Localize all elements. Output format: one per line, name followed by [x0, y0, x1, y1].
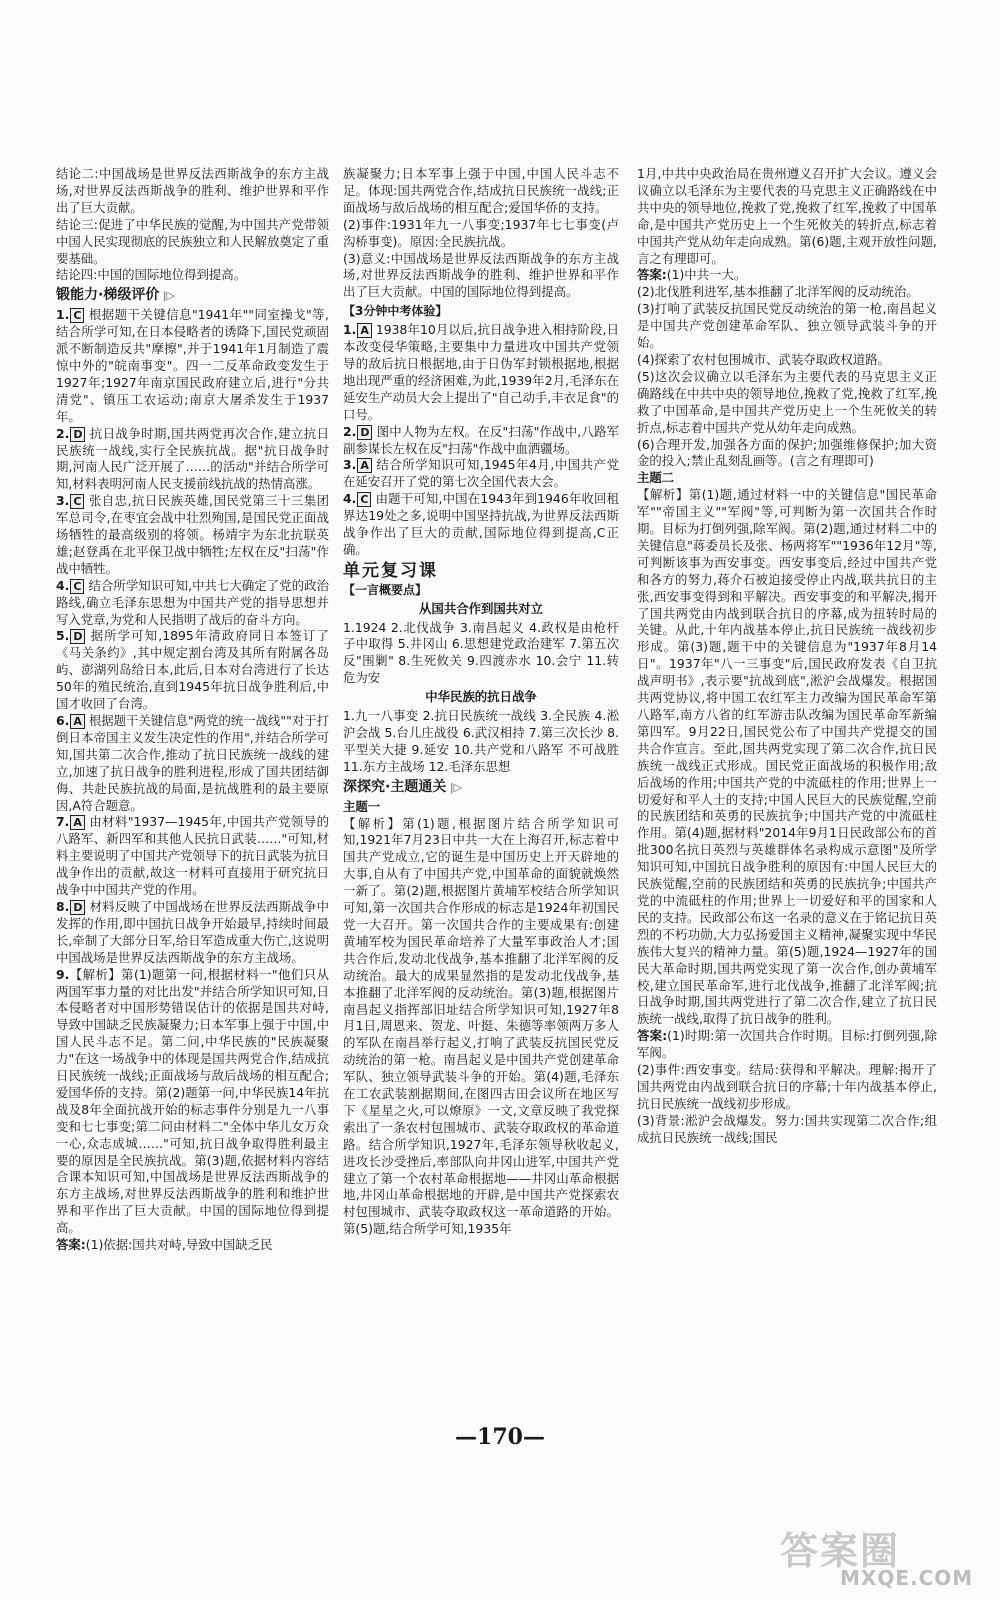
paragraph: (3)意义:中国战场是世界反法西斯战争的东方主战场,对世界反法西斯战争的胜利、维护世界和平作出了巨大贡献。中国的国际地位得到提高。 — [343, 250, 619, 300]
question-explanation: 根据题干关键信息"1941年""同室操戈"等,结合所学可知,在日本侵略者的诱降下,国民党顽固派不断制造反共"摩擦",并于1941年1月制造了震惊中外的"皖南事变"。四一二反革命政变发生于1927年;1927年南京国民政府建立后,进行"分共清党"、镇压工农运动;南京大屠杀发生于1937年。 — [56, 307, 329, 424]
question-number: 4. — [56, 577, 70, 593]
section-heading-text: 锻能力·梯级评价 — [56, 287, 160, 304]
question-item — [56, 899, 329, 967]
answer-line — [637, 267, 937, 284]
theme-title: 主题二 — [637, 470, 675, 486]
question-number: 7. — [56, 814, 70, 830]
paragraph: 族凝聚力;日本军事上强于中国,中国人民斗志不足。体现:国共两党合作,结成抗日民族统一战线;正面战场与敌后战场的相互配合;爱国华侨的支持。 — [343, 166, 619, 215]
paragraph: 结论三:促进了中华民族的觉醒,为中国共产党带领中国人民实现彻底的民族独立和人民解放奠定了重要基础。 — [56, 216, 329, 266]
answer-badge: A — [357, 323, 372, 338]
answer-label: 答案: — [637, 1028, 668, 1044]
answer-badge: C — [357, 492, 371, 507]
answer-badge: D — [70, 629, 85, 644]
question-number: 1. — [56, 307, 70, 323]
paragraph: 1.九一八事变 2.抗日民族统一战线 3.全民族 4.淞沪会战 5.台儿庄战役 6.武汉相持 7.第三次长沙 8.平型关大捷 9.延安 10.共产党和八路军 不可战胜 11.东方主战场 12.毛泽东思想 — [343, 708, 619, 774]
paragraph: (4)探索了农村包围城市、武装夺取政权道路。 — [637, 351, 890, 367]
paragraph: (2)北伐胜利进军,基本推翻了北洋军阀的反动统治。 — [637, 284, 919, 300]
question-number: 3. — [343, 457, 357, 473]
watermark-url: MXQE.COM — [840, 1566, 974, 1590]
answer-text: (1)中共一大。 — [666, 267, 747, 283]
watermark-logo-text: 答案圈 — [780, 1529, 901, 1573]
question-explanation: 结合所学知识可知,1945年4月,中国共产党在延安召开了党的第七次全国代表大会。 — [343, 457, 619, 490]
arrow-icon: |▷ — [159, 289, 175, 303]
watermark-logo — [780, 1520, 980, 1592]
question-explanation: 抗日战争时期,国共两党再次合作,建立抗日民族统一战线,实行全民族抗战。据"抗日战争时期,河南人民广泛开展了……的活动"并结合所学可知,材料表明河南人民支援前线抗战的热情高涨。 — [56, 425, 329, 492]
question-item — [56, 493, 329, 578]
paragraph: 【解析】第(1)题,通过材料一中的关键信息"国民革命军""帝国主义""军阀"等,可判断为第一次国共合作时期。目标为打倒列强,除军阀。第(2)题,通过材料二中的关键信息"蒋委员长及张、杨两将军""1936年12月"等,可判断该事为西安事变。西安事变后,经过中国共产党和各方的努力,蒋介石被迫接受停止内战,联共抗日的主张,西安事变得到和平解决。西安事变的和平解决,揭开了国共两党由内战到联合抗日的序幕,成为扭转时局的关键。从此,十年内战基本停止,抗日民族统一战线初步形成。第(3)题,题干中的关键信息为"1937年8月14日"。1937年"八一三事变"后,国民政府发表《自卫抗战声明书》,表示要"抗战到底",淞沪会战爆发。根据国共两党协议,将中国工农红军主力改编为国民革命军第八路军,南方八省的红军游击队改编为国民革命军新编第四军。9月22日,国民党公布了中国共产党提交的国共合作宣言。至此,国共两党实现了第二次合作,抗日民族统一战线正式形成。国民党正面战场的积极作用;敌后战场的作用;中国共产党的中流砥柱的作用;世界上一切爱好和平人士的支持;中国人民巨大的民族觉醒,空前的民族团结和英勇的民族抗争;中国共产党的中流砥柱作用。第(4)题,据材料"2014年9月1日民政部公布的首批300名抗日英烈与英雄群体名录构成示意图"及所学知识可知,中国抗日战争胜利的原因有:中国人民巨大的民族觉醒,空前的民族团结和英勇的民族抗争;中国共产党的中流砥柱的作用;世界上一切爱好和平的国家和人民的支持。民政部公布这一名录的意义在于铭记抗日英烈的不朽功勋,大力弘扬爱国主义精神,凝聚实现中华民族伟大复兴的精神力量。第(5)题,1924—1927年的国民大革命时期,国共两党实现了第一次合作,创办黄埔军校,建立国民革命军,进行北伐战争,推翻了北洋军阀;抗日战争时期,国共两党进行了第二次合作,建立了抗日民族统一战线,取得了抗日战争的胜利。 — [637, 487, 937, 1027]
answer-line — [637, 1028, 937, 1062]
page-number: —170— — [455, 1424, 545, 1450]
answer-badge: C — [70, 579, 84, 594]
paragraph: (5)这次会议确立以毛泽东为主要代表的马克思主义正确路线在中共中央的领导地位,挽救了党,挽救了红军,挽救了中国革命,是中国共产党历史上一个生死攸关的转折点,标志着中国共产党从幼年走向成熟。 — [637, 368, 937, 435]
question-explanation: 【解析】第(1)题第一问,根据材料一"他们只从两国军事力量的对比出发"并结合所学知识可知,日本侵略者对中国形势错误估计的依据是国共对峙,导致中国缺乏民族凝聚力;日本军事上强于中国,中国人民斗志不足。第二问,中华民族的"民族凝聚力"在这一场战争中的体现是国共两党合作,结成抗日民族统一战线;正面战场与敌后战场的相互配合;爱国华侨的支持。第(2)题第一问,中华民族14年抗战及8年全面抗战开始的标志事件分别是九一八事变和七七事变;第二问由材料二"全体中华儿女万众一心,众志成城……"可知,抗日战争取得胜利最主要的原因是全民族抗战。第(3)题,依据材料内容结合课本知识可知,中国战场是世界反法西斯战争的东方主战场,对世界反法西斯战争的胜利和维护世界和平作出了巨大贡献。中国的国际地位得到提高。 — [56, 966, 329, 1236]
section-heading — [56, 287, 329, 305]
bracket-heading: 【一言概要点】 — [343, 582, 428, 597]
paragraph: (6)合理开发,加强各方面的保护;加强维修保护;加大资金的投入;禁止乱刻乱画等。(言之有理即可) — [637, 436, 937, 469]
question-number: 9. — [56, 966, 70, 982]
paragraph: 【解析】第(1)题,根据图片结合所学知识可知,1921年7月23日中共一大在上海召开,标志着中国共产党成立,它的诞生是中国历史上开天辟地的大事,自从有了中国共产党,中国革命的面貌就焕然一新了。第(2)题,根据图片黄埔军校结合所学知识可知,第一次国共合作形成的标志是1924年初国民党一大召开。第一次国共合作的主要成果有:创建黄埔军校为国民革命培养了大量军事政治人才;国共合作后,发动北伐战争,基本推翻了北洋军阀的反动统治。最大的成果显然指的是发动北伐战争,基本推翻了北洋军阀的反动统治。第(3)题,根据图片南昌起义指挥部旧址结合所学知识可知,1927年8月1日,周恩来、贺龙、叶挺、朱德等率领两万多人的军队在南昌举行起义,打响了武装反抗国民党反动统治的第一枪。南昌起义是中国共产党创建革命军队、独立领导武装斗争的开始。第(4)题,毛泽东在工农武装割据期间,在图四古田会议所在地区写下《星星之火,可以燎原》一文,文章反映了我党探索出了一条农村包围城市、武装夺取政权的革命道路。结合所学知识,1927年,毛泽东领导秋收起义,进攻长沙受挫后,率部队向井冈山进军,中国共产党建立了第一个农村革命根据地——井冈山革命根据地,井冈山革命根据地的开辟,是中国共产党探索农村包围城市、武装夺取政权这一革命道路的开始。第(5)题,结合所学可知,1935年 — [343, 815, 619, 1237]
section-heading-text: 深探究·主题通关 — [343, 778, 447, 795]
question-explanation: 据所学可知,1895年清政府同日本签订了《马关条约》,其中规定割台湾及其所有附属各岛屿、澎湖列岛给日本,此后,日本对台湾进行了长达50年的殖民统治,直到1945年抗日战争胜利后,中国才收回了台湾。 — [56, 628, 329, 712]
answer-label: 答案: — [637, 267, 667, 283]
question-number: 5. — [56, 628, 70, 644]
section-heading — [343, 779, 619, 797]
question-item — [56, 628, 329, 713]
answer-badge: A — [70, 714, 85, 729]
bracket-heading: 【3分钟中考体验】 — [343, 304, 448, 319]
arrow-icon: |▷ — [446, 780, 462, 794]
question-explanation: 张自忠,抗日民族英雄,国民党第三十三集团军总司令,在枣宜会战中壮烈殉国,是国民党正面战场牺牲的最高级别的将领。杨靖宇为东北抗联英雄;赵登禹在北平保卫战中牺牲;左权在反"扫荡"作战中牺牲。 — [56, 493, 329, 576]
paragraph: (2)事件:1931年九一八事变;1937年七七事变(卢沟桥事变)。原因:全民族抗战。 — [343, 216, 619, 249]
answer-text: (1)时期:第一次国共合作时期。目标:打倒列强,除军阀。 — [637, 1028, 937, 1061]
paragraph: (3)打响了武装反抗国民党反动统治的第一枪,南昌起义是中国共产党创建革命军队、独立领导武装斗争的开始。 — [637, 301, 937, 351]
answer-label: 答案: — [56, 1237, 86, 1253]
answer-badge: D — [357, 425, 372, 440]
question-item — [56, 578, 329, 629]
unit-title: 单元复习课 — [343, 560, 438, 581]
answer-badge: D — [70, 900, 85, 915]
topic-title: 中华民族的抗日战争 — [425, 689, 537, 705]
question-item — [56, 307, 329, 425]
question-number: 3. — [56, 493, 70, 509]
question-explanation: 结合所学知识可知,中共七大确定了党的政治路线,确立毛泽东思想为中国共产党的指导思想并写入党章,为党和人民指明了战后的奋斗方向。 — [56, 577, 329, 627]
answer-text: (1)依据:国共对峙,导致中国缺乏民 — [85, 1237, 273, 1253]
theme-title: 主题一 — [343, 798, 381, 814]
question-item — [343, 322, 619, 423]
question-explanation: 根据题干关键信息"两党的统一战线""对于打倒日本帝国主义发生决定性的作用",并结合所学可知,国共第二次合作,推动了抗日民族统一战线的建立,加速了抗日战争的胜利进程,形成了国共团结御侮、共赴民族抗战的局面,是抗战胜利的最主要原因,A符合题意。 — [56, 713, 329, 813]
question-explanation: 材料反映了中国战场在世界反法西斯战争中发挥的作用,即中国抗日战争开始最早,持续时间最长,牵制了大部分日军,给日军造成重大伤亡,这说明中国战场是世界反法西斯战争的东方主战场。 — [56, 898, 329, 965]
question-item — [56, 967, 329, 1238]
column-2 — [343, 166, 619, 1421]
answer-badge: C — [70, 494, 84, 509]
question-number: 1. — [343, 322, 357, 338]
question-explanation: 由材料"1937—1945年,中国共产党领导的八路军、新四军和其他人民抗日武装……"可知,材料主要说明了中国共产党领导下的抗日武装为抗日战争作出的贡献,故这一材料可直接用于研究抗日战争中中国共产党的作用。 — [56, 814, 329, 898]
question-item — [56, 713, 329, 814]
answer-badge: D — [70, 427, 85, 442]
question-item — [343, 424, 619, 458]
question-item — [56, 814, 329, 899]
answer-line — [56, 1237, 329, 1254]
question-number: 2. — [343, 423, 357, 439]
question-number: 2. — [56, 425, 70, 441]
question-number: 6. — [56, 713, 70, 728]
question-explanation: 图中人物为左权。在反"扫荡"作战中,八路军副参谋长左权在反"扫荡"作战中血洒疆场。 — [343, 423, 619, 456]
question-explanation: 由题干可知,中国在1943年到1946年收回租界达19处之多,说明中国坚持抗战,为世界反法西斯战争作出了巨大的贡献,国际地位得到提高,C正确。 — [343, 491, 619, 557]
column-3 — [637, 166, 937, 1421]
question-item — [343, 457, 619, 491]
paragraph: 结论四:中国的国际地位得到提高。 — [56, 267, 247, 283]
answer-badge: A — [357, 458, 372, 473]
paragraph: (3)背景:淞沪会战爆发。努力:国共实现第二次合作;组成抗日民族统一战线;国民 — [637, 1112, 937, 1145]
paragraph: 结论二:中国战场是世界反法西斯战争的东方主战场,对世界反法西斯战争的胜利、维护世界和平作出了巨大贡献。 — [56, 166, 329, 215]
answer-badge: C — [70, 308, 84, 323]
question-number: 4. — [343, 491, 357, 507]
question-explanation: 1938年10月以后,抗日战争进入相持阶段,日本改变侵华策略,主要集中力量进攻中国共产党领导的敌后抗日根据地,由于日伪军封锁根据地,根据地出现严重的经济困难,为此,1939年2月,毛泽东在延安生产动员大会上提出了"自己动手,丰衣足食"的口号。 — [343, 322, 619, 422]
paragraph: 1月,中共中央政治局在贵州遵义召开扩大会议。遵义会议确立以毛泽东为主要代表的马克思主义正确路线在中共中央的领导地位,挽救了党,挽救了红军,挽救了中国革命,是中国共产党历史上一个生死攸关的转折点,标志着中国共产党从幼年走向成熟。第(6)题,主观开放性问题,言之有理即可。 — [637, 166, 937, 266]
paragraph: 1.1924 2.北伐战争 3.南昌起义 4.政权是由枪杆子中取得 5.井冈山 6.思想建党政治建军 7.第五次反"围剿" 8.生死攸关 9.四渡赤水 10.会宁 11.转危为安 — [343, 619, 619, 686]
question-item — [56, 426, 329, 494]
topic-title: 从国共合作到国共对立 — [419, 600, 543, 616]
column-1 — [56, 166, 329, 1421]
paragraph: (2)事件:西安事变。结局:获得和平解决。理解:揭开了国共两党由内战到联合抗日的序幕;十年内战基本停止,抗日民族统一战线初步形成。 — [637, 1062, 937, 1111]
question-item — [343, 491, 619, 559]
answer-badge: A — [70, 815, 85, 830]
question-number: 8. — [56, 898, 70, 914]
